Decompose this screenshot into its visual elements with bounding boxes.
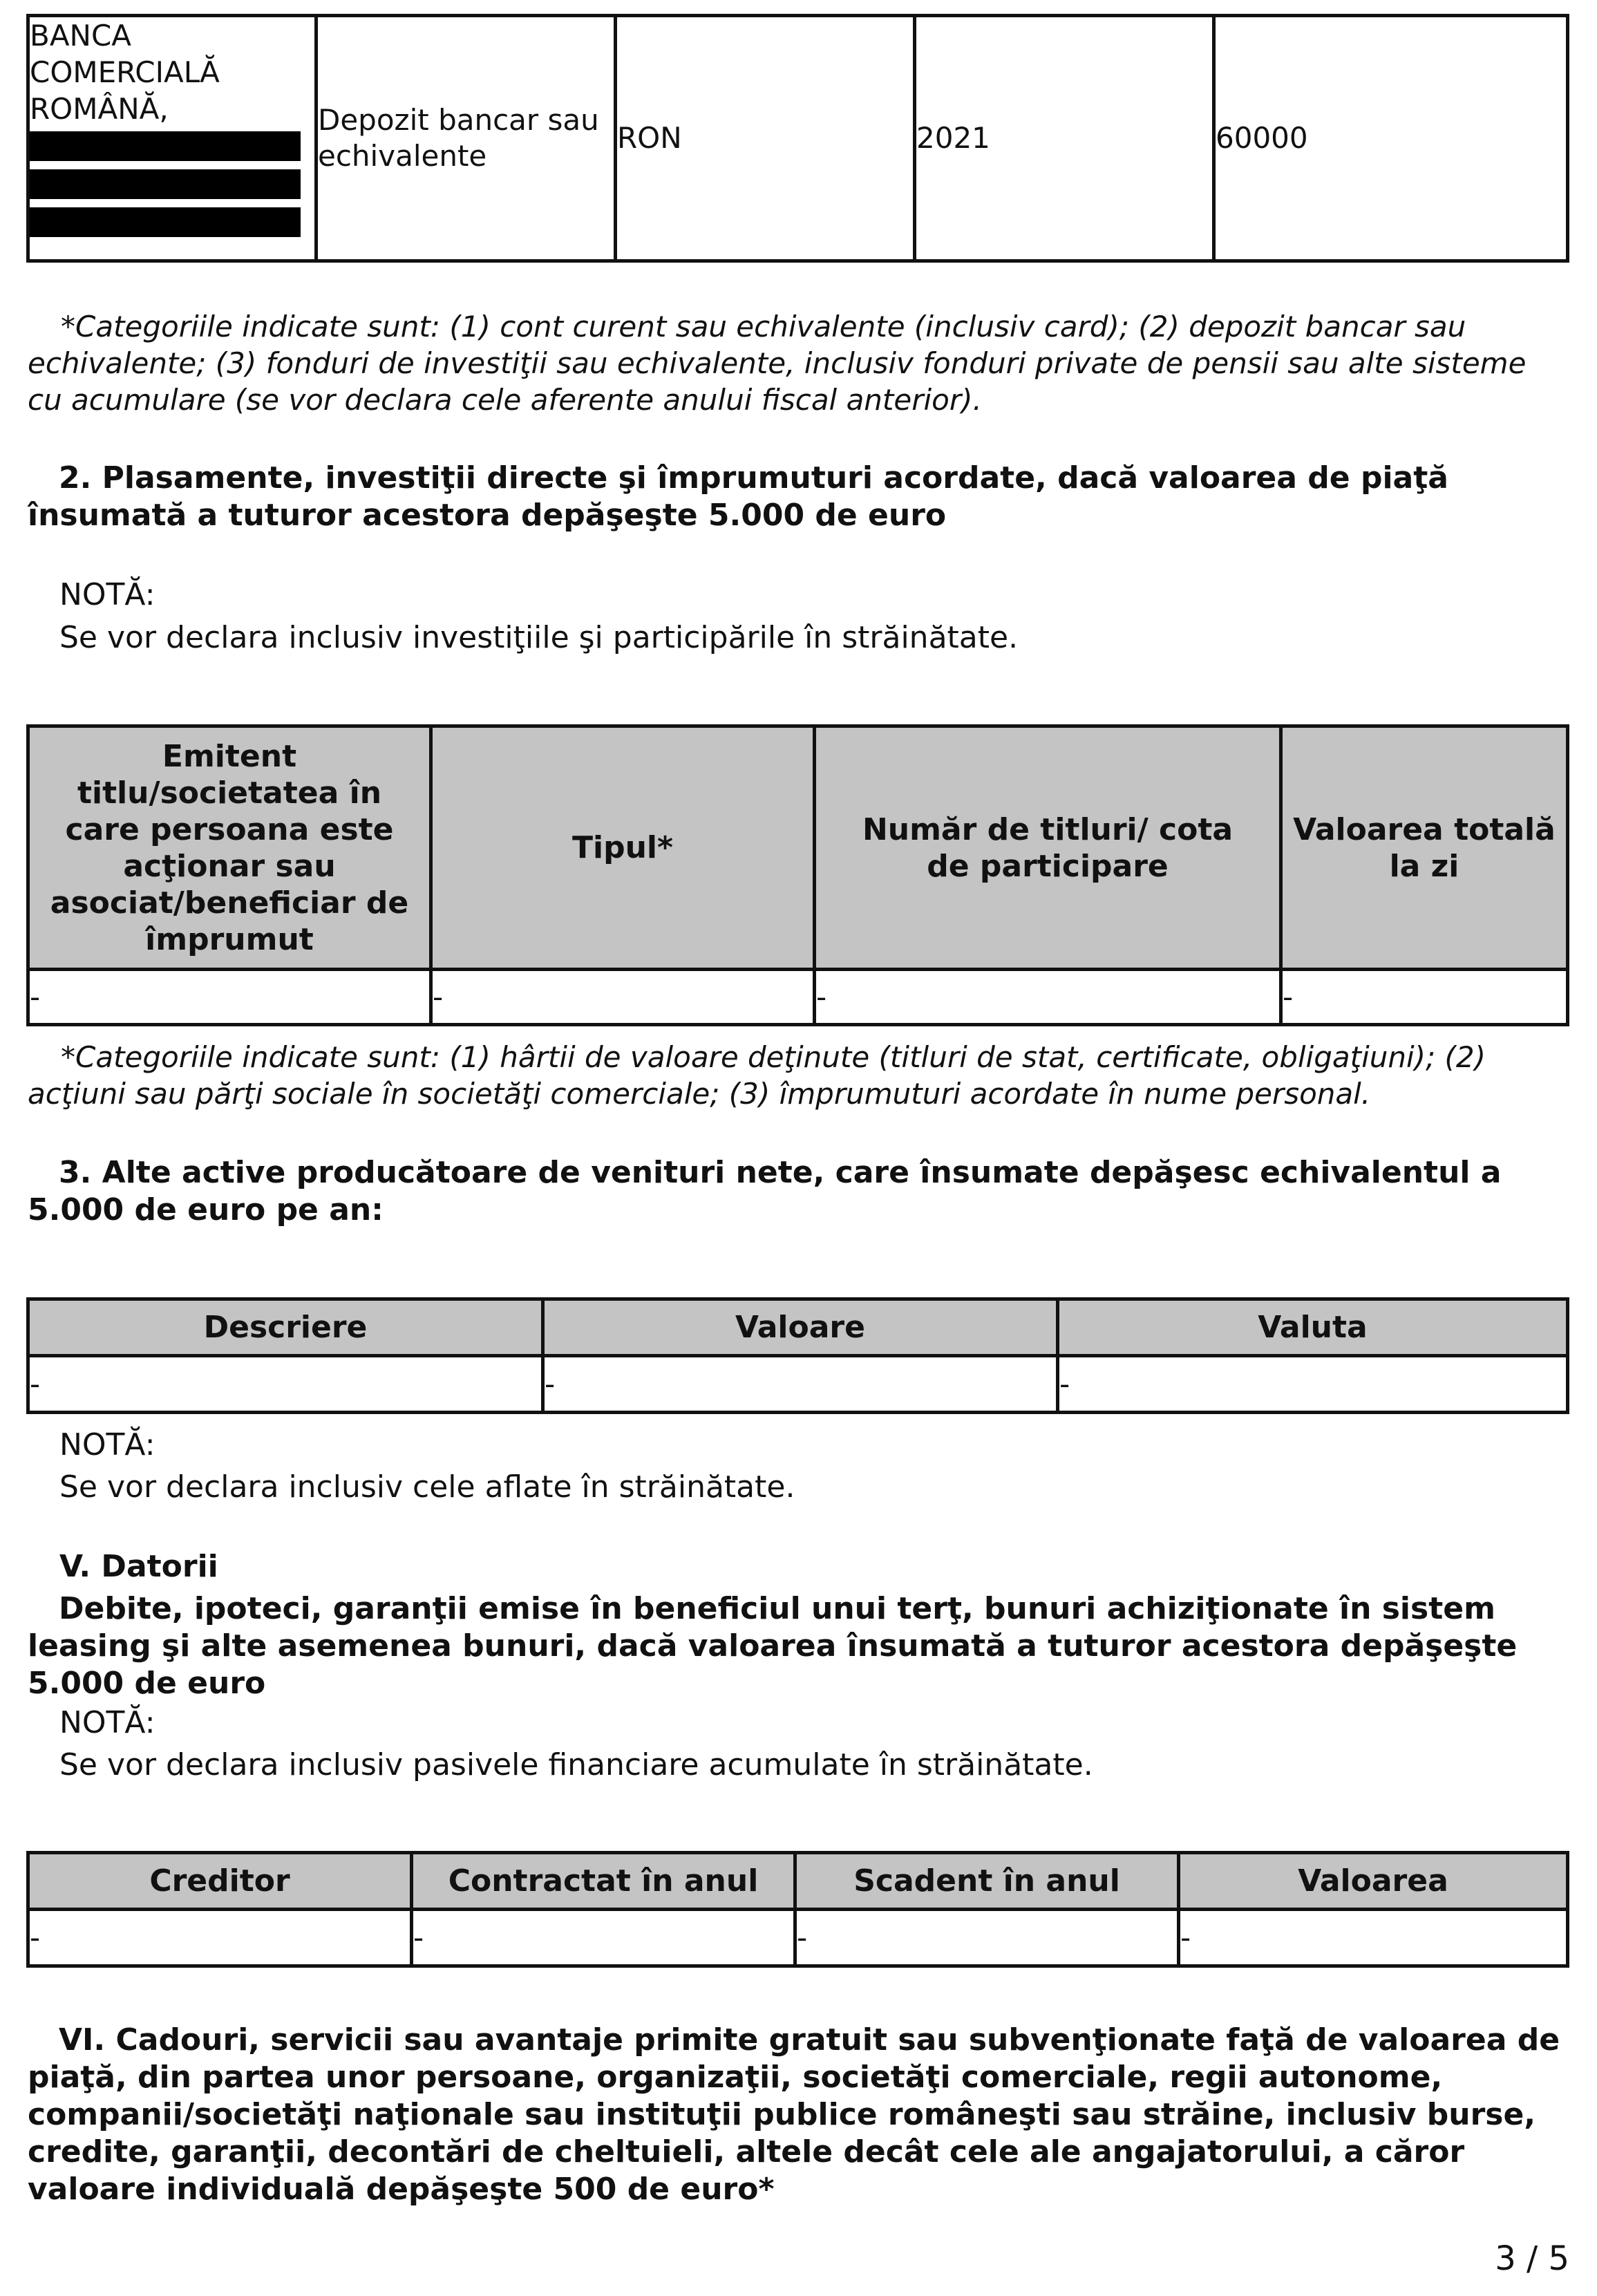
table-cell: - — [28, 1910, 412, 1966]
redaction-bar — [30, 131, 301, 161]
col-header-emitent: Emitent titlu/societatea în care persoana este acţionar sau asociat/beneficiar de împrumut — [28, 726, 431, 970]
col-header-tipul: Tipul* — [431, 726, 815, 970]
table-cell: - — [28, 1356, 543, 1413]
section5-heading: Debite, ipoteci, garanţii emise în beneficiul unui terţ, bunuri achiziţionate în sistem leasing şi alte asemenea bunuri, dacă valoarea însumată a tuturor acestora depăşeşte 5.000 de euro — [28, 1591, 1518, 1701]
col-header-valoarea: Valoarea — [1179, 1853, 1568, 1910]
section3-nota-label: NOTĂ: — [59, 1427, 155, 1462]
col-header-valuta: Valuta — [1058, 1299, 1568, 1356]
redaction-bar — [30, 207, 301, 237]
section2-nota-label: NOTĂ: — [59, 577, 155, 612]
section5-title: V. Datorii — [59, 1549, 218, 1584]
deposit-value: 60000 — [1214, 16, 1568, 261]
other-assets-table — [26, 1297, 1569, 1414]
section2-nota-text: Se vor declara inclusiv investiţiile şi participările în străinătate. — [59, 620, 1019, 655]
section2-heading: 2. Plasamente, investiţii directe şi împrumuturi acordate, dacă valoarea de piaţă însumată a tuturor acestora depăşeşte 5.000 de euro — [28, 460, 1448, 533]
table-cell: - — [431, 970, 815, 1025]
redaction-bar — [30, 169, 301, 199]
investments-table — [26, 724, 1569, 1026]
col-header-descriere: Descriere — [28, 1299, 543, 1356]
col-header-numar-titluri: Număr de titluri/ cota de participare — [815, 726, 1281, 970]
deposit-table — [26, 14, 1569, 263]
deposit-currency: RON — [616, 16, 915, 261]
col-header-contractat: Contractat în anul — [412, 1853, 795, 1910]
section5-nota-label: NOTĂ: — [59, 1705, 155, 1740]
col-header-scadent: Scadent în anul — [795, 1853, 1179, 1910]
col-header-valoarea-totala: Valoarea totală la zi — [1281, 726, 1568, 970]
col-header-creditor: Creditor — [28, 1853, 412, 1910]
table-cell: - — [28, 970, 431, 1025]
section6-heading: VI. Cadouri, servicii sau avantaje primite gratuit sau subvenţionate faţă de valoarea de piaţă, din partea unor persoane, organizaţii, societăţi comerciale, regii autonome, companii/societăţi naţionale sau instituţii publice româneşti sau străine, inclusiv burse, credite, garanţii, decontări de cheltuieli, altele decât cele ale angajatorului, a căror valoare individuală depăşeşte 500 de euro* — [28, 2022, 1560, 2207]
deposit-type: Depozit bancar sau echivalente — [316, 16, 616, 261]
table-cell: - — [1179, 1910, 1568, 1966]
col-header-valoare: Valoare — [543, 1299, 1058, 1356]
table-cell: - — [543, 1356, 1058, 1413]
categories-note: *Categoriile indicate sunt: (1) cont curent sau echivalente (inclusiv card); (2) depozit bancar sau echivalente; (3) fonduri de investiţii sau echivalente, inclusiv fonduri private de pensii sau alte sisteme cu acumulare (se vor declara cele aferente anului fiscal anterior). — [28, 310, 1527, 417]
section2-footnote: *Categoriile indicate sunt: (1) hârtii de valoare deţinute (titluri de stat, certificate, obligaţiuni); (2) acţiuni sau părţi sociale în societăţi comerciale; (3) împrumuturi acordate în nume personal. — [28, 1040, 1486, 1111]
bank-name-cell — [28, 16, 316, 261]
table-cell: - — [815, 970, 1281, 1025]
section3-nota-text: Se vor declara inclusiv cele aflate în străinătate. — [59, 1469, 795, 1505]
section5-nota-text: Se vor declara inclusiv pasivele financiare acumulate în străinătate. — [59, 1747, 1093, 1782]
table-cell: - — [795, 1910, 1179, 1966]
page-number: 3 / 5 — [1495, 2239, 1569, 2278]
deposit-year: 2021 — [915, 16, 1214, 261]
table-cell: - — [412, 1910, 795, 1966]
bank-name: BANCA COMERCIALĂ ROMÂNĂ, — [30, 19, 220, 126]
table-cell: - — [1281, 970, 1568, 1025]
section3-heading: 3. Alte active producătoare de venituri nete, care însumate depăşesc echivalentul a 5.000 de euro pe an: — [28, 1155, 1502, 1227]
debts-table — [26, 1851, 1569, 1968]
table-cell: - — [1058, 1356, 1568, 1413]
